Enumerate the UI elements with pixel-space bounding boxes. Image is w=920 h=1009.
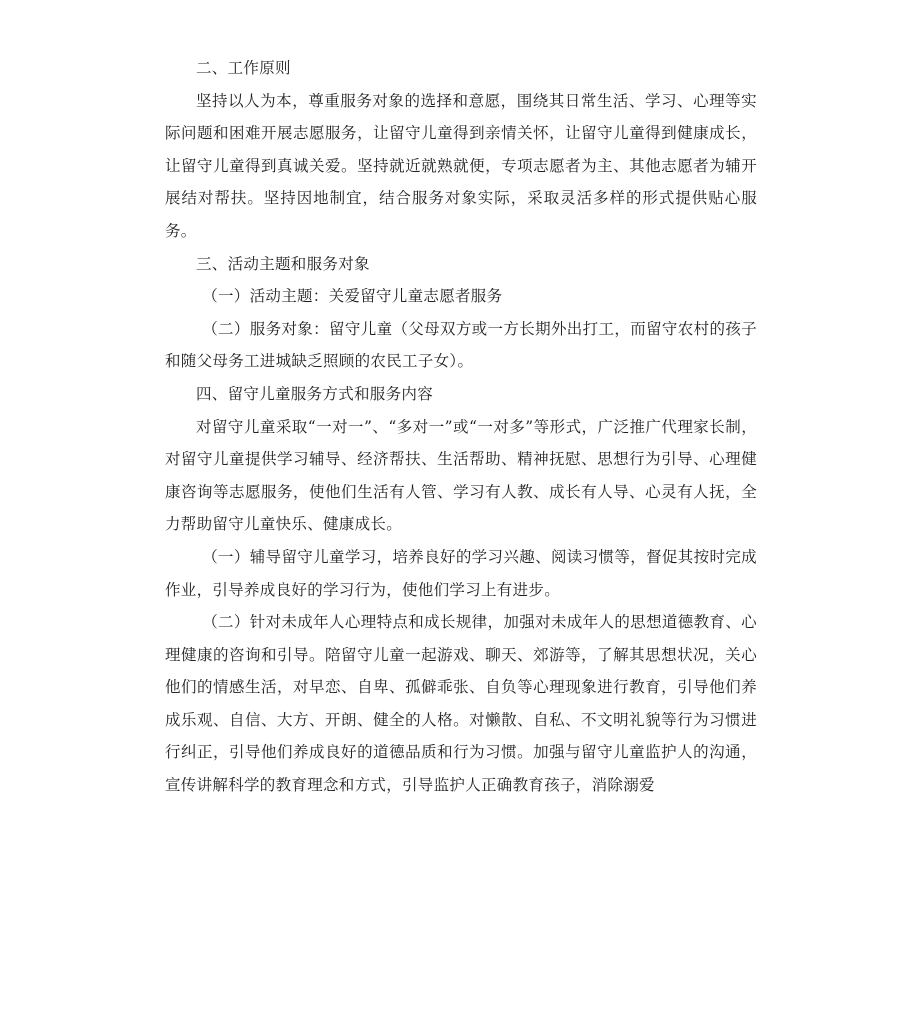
document-body [165,52,757,802]
paragraph-service-targets: （二）服务对象：留守儿童（父母双方或一方长期外出打工，而留守农村的孩子和随父母务工进城缺乏照顾的农民工子女）。 [165,319,757,371]
paragraph-psychological-guidance: （二）针对未成年人心理特点和成长规律，加强对未成年人的思想道德教育、心理健康的咨询和引导。陪留守儿童一起游戏、聊天、郊游等，了解其思想状况，关心他们的情感生活，对早恋、自卑、孤僻乖张、自负等心理现象进行教育，引导他们养成乐观、自信、大方、开朗、健全的人格。对懒散、自私、不文明礼貌等行为习惯进行纠正，引导他们养成良好的道德品质和行为习惯。加强与留守儿童监护人的沟通，宣传讲解科学的教育理念和方式，引导监护人正确教育孩子，消除溺爱 [165,613,757,795]
paragraph-study-tutoring: （一）辅导留守儿童学习，培养良好的学习兴趣、阅读习惯等，督促其按时完成作业，引导养成良好的学习行为，使他们学习上有进步。 [165,547,757,599]
paragraph-work-principles: 坚持以人为本，尊重服务对象的选择和意愿，围绕其日常生活、学习、心理等实际问题和困难开展志愿服务，让留守儿童得到亲情关怀，让留守儿童得到健康成长，让留守儿童得到真诚关爱。坚持就近就熟就便，专项志愿者为主、其他志愿者为辅开展结对帮扶。坚持因地制宜，结合服务对象实际，采取灵活多样的形式提供贴心服务。 [165,91,757,240]
paragraph-activity-theme: （一）活动主题：关爱留守儿童志愿者服务 [202,287,503,306]
section-heading-work-principles: 二、工作原则 [196,59,291,77]
paragraph-service-methods: 对留守儿童采取“一对一”、“多对一”或“一对多”等形式，广泛推广代理家长制，对留守儿童提供学习辅导、经济帮扶、生活帮助、精神抚慰、思想行为引导、心理健康咨询等志愿服务，使他们生活有人管、学习有人教、成长有人导、心灵有人抚，全力帮助留守儿童快乐、健康成长。 [165,417,757,534]
section-heading-service-methods: 四、留守儿童服务方式和服务内容 [196,384,434,403]
section-heading-theme-and-targets: 三、活动主题和服务对象 [196,254,370,273]
